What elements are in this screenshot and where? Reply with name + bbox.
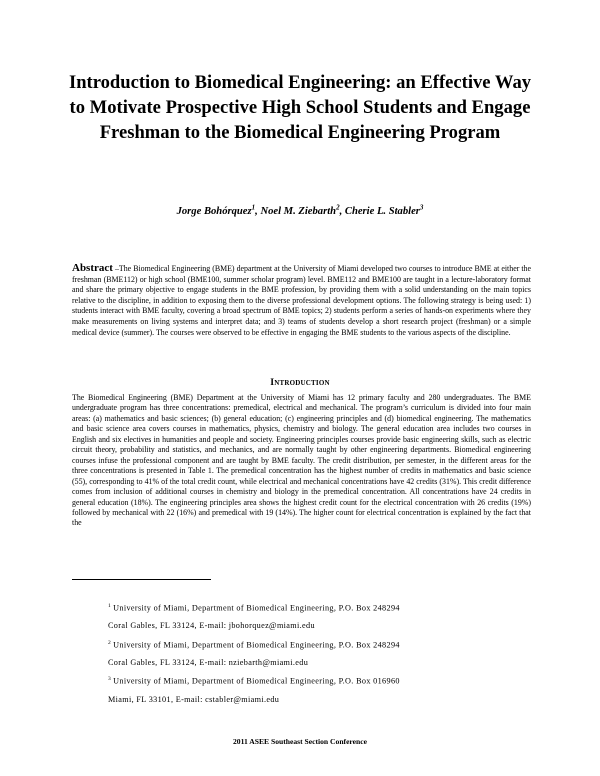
footnote-mark: 1	[108, 603, 112, 609]
footnote-mark: 3	[108, 676, 112, 683]
introduction-heading: Introduction	[270, 377, 330, 388]
footnote-divider	[72, 579, 211, 580]
footnote-line: Coral Gables, FL 33124, E-mail: jbohorquez@miami.edu	[108, 621, 315, 631]
paper-title: Introduction to Biomedical Engineering: an Effective Way to Motivate Prospective High School Students and Engage Freshman to the Biomedical Engineering Program	[68, 72, 532, 143]
abstract-label: Abstract	[72, 262, 113, 274]
abstract-paragraph	[72, 263, 531, 338]
author-name: Noel M. Ziebarth	[260, 205, 337, 217]
footnote-line: University of Miami, Department of Biomedical Engineering, P.O. Box 248294	[113, 603, 400, 613]
author-affiliation-mark: 1	[251, 203, 256, 211]
footnote-line: University of Miami, Department of Biomedical Engineering, P.O. Box 248294	[113, 640, 400, 650]
footnote-1	[108, 598, 528, 635]
author-affiliation-mark: 3	[419, 203, 424, 211]
author-1	[176, 203, 261, 217]
abstract-text: –The Biomedical Engineering (BME) department at the University of Miami developed two courses to introduce BME at either the freshman (BME112) or high school (BME100, summer scholar program) level. BME112 and BME100 are taught in a lecture-laboratory format and share the primary objective to engage students in the BME profession, by providing them with a solid understanding on the main topics relative to the discipline, in addition to exposing them to the diverse professional development options. The following strategy is being used: 1) students interact with BME faculty, covering a broad spectrum of BME topics; 2) students perform a series of hands-on experiments where they make measurements on living systems and interpret data; and 3) teams of students develop a short research project (freshman) or a simple medical device (summer). The courses were observed to be effective in engaging the BME students to the various aspects of the discipline.	[72, 264, 531, 337]
footnote-line: University of Miami, Department of Biomedical Engineering, P.O. Box 016960	[113, 677, 400, 687]
author-separator: ,	[255, 205, 261, 217]
author-2	[260, 203, 345, 217]
author-3	[344, 203, 424, 217]
author-list	[60, 203, 540, 217]
footnotes	[108, 598, 528, 708]
footnote-line: Coral Gables, FL 33124, E-mail: nziebarth@miami.edu	[108, 657, 309, 667]
author-name: Jorge Bohórquez	[176, 205, 252, 217]
introduction-paragraph: The Biomedical Engineering (BME) Department at the University of Miami has 12 primary faculty and 280 undergraduates. The BME undergraduate program has three concentrations: premedical, electrical and mechanical. The program’s curriculum is divided into four main areas: (a) mathematics and basic sciences; (b) general education; (c) engineering principles and (d) biomedical engineering. The mathematics and basic science area covers courses in mathematics, physics, chemistry and biology. The general education area includes two courses in English and six electives in humanities and people and society. Engineering principles courses provide basic engineering skills, such as electric circuit theory, probability and statistics, and mechanics, and are normally taught by other engineering departments. Biomedical engineering courses infuse the professional component and are taught by BME faculty. The credit distribution, per semester, in the different areas for the three concentrations is presented in Table 1. The premedical concentration has the highest number of credits in mathematics and basic science (55), corresponding to 41% of the total credit count, while electrical and mechanical concentrations have 42 credits (31%). This credit difference comes from inclusion of additional courses in chemistry and biology in the premedical concentration. All concentrations have 24 credits in general education (18%). The engineering principles area shows the highest credit count for the electrical concentration with 26 credits (19%) followed by mechanical with 22 (16%) and premedical with 19 (14%). The higher count for electrical concentration is explained by the fact that the	[72, 393, 531, 528]
author-affiliation-mark: 2	[336, 203, 340, 211]
conference-footer: 2011 ASEE Southeast Section Conference	[232, 737, 368, 746]
footnote-line: Miami, FL 33101, E-mail: cstabler@miami.edu	[108, 694, 280, 704]
footnote-2	[108, 635, 528, 672]
footnote-mark: 2	[108, 639, 112, 646]
author-separator: ,	[339, 205, 345, 217]
author-name: Cherie L. Stabler	[344, 205, 420, 217]
footnote-3	[108, 671, 528, 708]
